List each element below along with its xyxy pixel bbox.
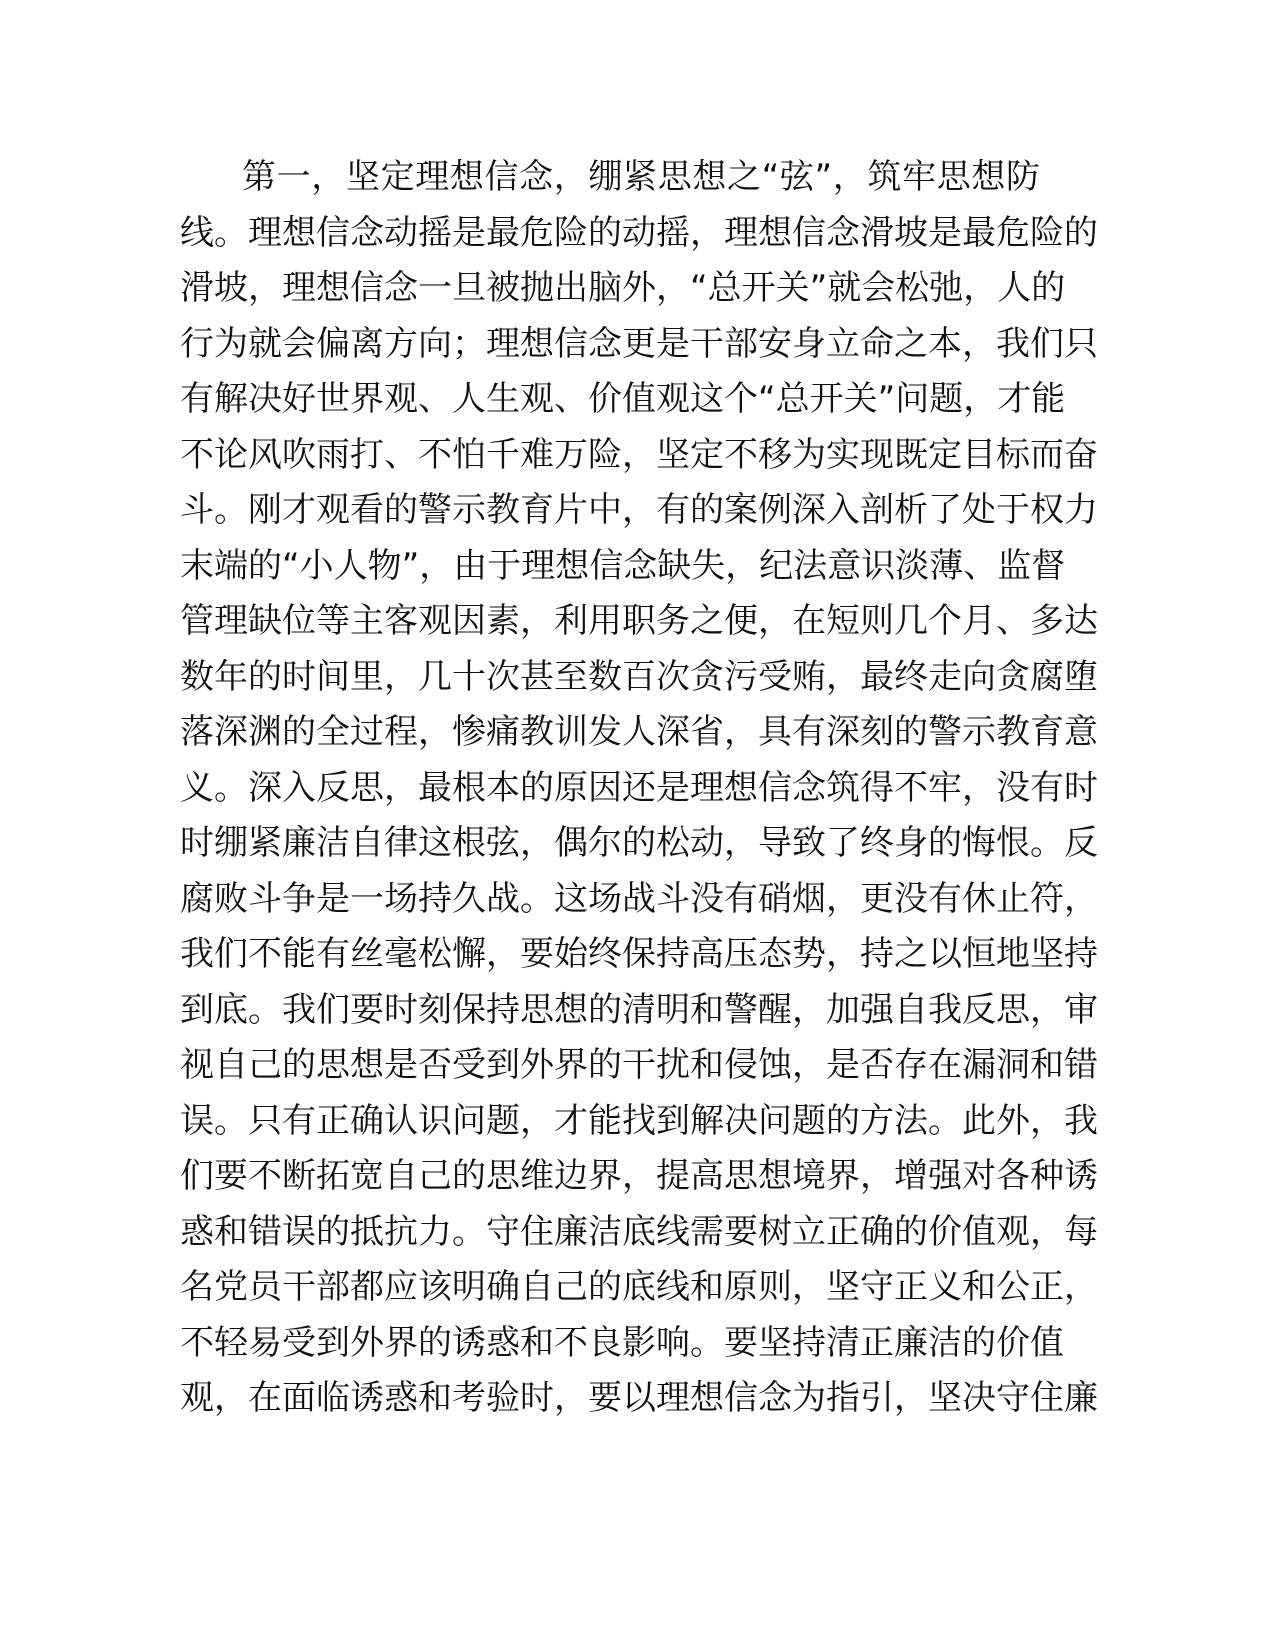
paragraph-line: 义。深入反思，最根本的原因还是理想信念筑得不牢，没有时 xyxy=(180,767,1098,808)
paragraph-line: 名党员干部都应该明确自己的底线和原则，坚守正义和公正， xyxy=(180,1267,1098,1307)
body-paragraph xyxy=(180,150,1098,1427)
paragraph-line: 不轻易受到外界的诱惑和不良影响。要坚持清正廉洁的价值 xyxy=(180,1322,1064,1363)
paragraph-line: 管理缺位等主客观因素，利用职务之便，在短则几个月、多达 xyxy=(180,601,1098,641)
paragraph-line: 滑坡，理想信念一旦被抛出脑外，“总开关”就会松弛，人的 xyxy=(180,268,1066,308)
paragraph-line: 到底。我们要时刻保持思想的清明和警醒，加强自我反思，审 xyxy=(180,989,1098,1030)
paragraph-line: 我们不能有丝毫松懈，要始终保持高压态势，持之以恒地坚持 xyxy=(180,934,1098,974)
paragraph-line: 第一，坚定理想信念，绷紧思想之“弦”，筑牢思想防 xyxy=(242,157,1040,197)
paragraph-line: 线。理想信念动摇是最危险的动摇，理想信念滑坡是最危险的 xyxy=(180,212,1098,253)
paragraph-line: 落深渊的全过程，惨痛教训发人深省，具有深刻的警示教育意 xyxy=(180,712,1098,752)
paragraph-line: 斗。刚才观看的警示教育片中，有的案例深入剖析了处于权力 xyxy=(180,490,1098,530)
paragraph-line: 视自己的思想是否受到外界的干扰和侵蚀，是否存在漏洞和错 xyxy=(180,1045,1098,1085)
paragraph-line: 腐败斗争是一场持久战。这场战斗没有硝烟，更没有休止符， xyxy=(180,878,1098,919)
paragraph-line: 们要不断拓宽自己的思维边界，提高思想境界，增强对各种诱 xyxy=(180,1156,1098,1196)
paragraph-line: 有解决好世界观、人生观、价值观这个“总开关”问题，才能 xyxy=(180,379,1066,419)
paragraph-line: 不论风吹雨打、不怕千难万险，坚定不移为实现既定目标而奋 xyxy=(180,434,1098,475)
paragraph-line: 行为就会偏离方向；理想信念更是干部安身立命之本，我们只 xyxy=(180,323,1098,364)
paragraph-line: 观，在面临诱惑和考验时，要以理想信念为指引，坚决守住廉 xyxy=(180,1378,1098,1418)
paragraph-line: 时绷紧廉洁自律这根弦，偶尔的松动，导致了终身的悔恨。反 xyxy=(180,823,1098,863)
paragraph-line: 末端的“小人物”，由于理想信念缺失，纪法意识淡薄、监督 xyxy=(180,545,1066,586)
paragraph-line: 惑和错误的抵抗力。守住廉洁底线需要树立正确的价值观，每 xyxy=(180,1211,1098,1252)
paragraph-line: 数年的时间里，几十次甚至数百次贪污受贿，最终走向贪腐堕 xyxy=(180,656,1098,697)
paragraph-line: 误。只有正确认识问题，才能找到解决问题的方法。此外，我 xyxy=(180,1100,1098,1141)
